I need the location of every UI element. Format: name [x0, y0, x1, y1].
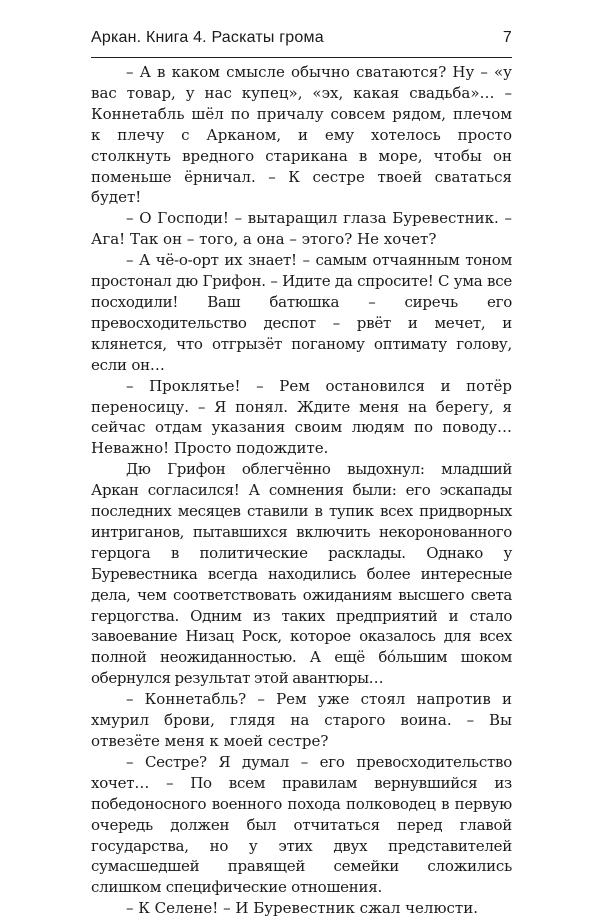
body-text	[91, 62, 512, 919]
paragraph: – О Господи! – вытаращил глаза Буревестник. – Ага! Так он – того, а она – этого? Не хочет?	[91, 209, 512, 249]
running-title: Аркан. Книга 4. Раскаты грома	[91, 29, 324, 46]
paragraph: – А чё-о-орт их знает! – самым отчаянным тоном простонал дю Грифон. – Идите да спросите! С ума все посходили! Ваш батюшка – сиречь его превосходительство деспот – рвёт и мечет, и клянется, что отгрызёт поганому оптимату голову, если он…	[91, 251, 512, 374]
paragraph: – К Селене! – И Буревестник сжал челюсти.	[126, 899, 478, 918]
running-head	[91, 27, 512, 53]
paragraph: Дю Грифон облегчённо выдохнул: младший Аркан согласился! А сомнения были: его эскапады последних месяцев ставили в тупик всех придворных интриганов, пытавшихся включить некоронованного герцога в политические расклады. Однако у Буревестника всегда находились более интересные дела, чем соответствовать ожиданиям высшего света герцогства. Одним из таких предприятий и стало завоевание Низац Роск, которое оказалось для всех полной неожиданностью. А ещё бóльшим шоком обернулся результат этой авантюры…	[91, 460, 512, 688]
paragraph: – Коннетабль? – Рем уже стоял напротив и хмурил брови, глядя на старого воина. – Вы отвезёте меня к моей сестре?	[91, 690, 512, 750]
paragraph: – Проклятье! – Рем остановился и потёр переносицу. – Я понял. Ждите меня на берегу, я сейчас отдам указания своим людям по поводу… Неважно! Просто подождите.	[91, 376, 512, 458]
page-number: 7	[502, 29, 512, 46]
paragraph: – А в каком смысле обычно сватаются? Ну – «у вас товар, у нас купец», «эх, какая свадьба»… – Коннетабль шёл по причалу совсем рядом, плечом к плечу с Арканом, и ему хотелось просто столкнуть вредного старикана в море, чтобы он поменьше ёрничал. – К сестре твоей свататься будет!	[91, 63, 512, 207]
header-rule	[91, 57, 512, 58]
paragraph: – Сестре? Я думал – его превосходительство хочет… – По всем правилам вернувшийся из победоносного военного похода полководец в первую очередь должен был отчитаться перед главой государства, но у этих двух представителей сумасшедшей правящей семейки сложились слишком специфические отношения.	[91, 752, 512, 897]
